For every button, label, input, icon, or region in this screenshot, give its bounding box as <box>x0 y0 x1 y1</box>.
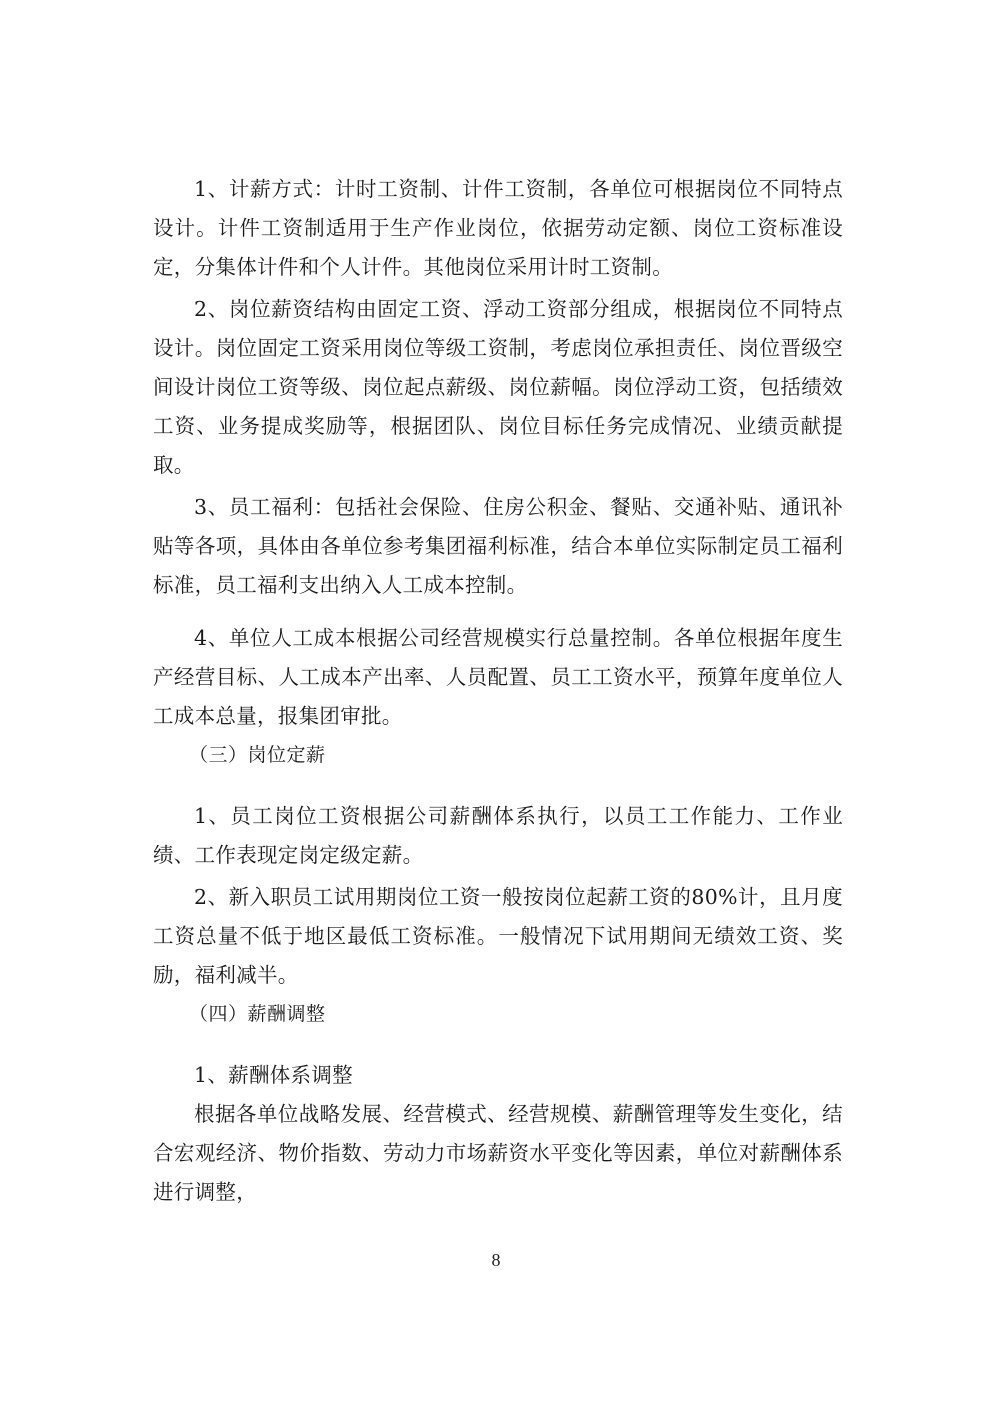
paragraph-salary-structure: 2、岗位薪资结构由固定工资、浮动工资部分组成，根据岗位不同特点设计。岗位固定工资采用岗位等级工资制，考虑岗位承担责任、岗位晋级空间设计岗位工资等级、岗位起点薪级、岗位薪幅。岗位浮动工资，包括绩效工资、业务提成奖励等，根据团队、岗位目标任务完成情况、业绩贡献提取。 <box>153 297 843 477</box>
paragraph-pay-method: 1、计薪方式：计时工资制、计件工资制，各单位可根据岗位不同特点设计。计件工资制适用于生产作业岗位，依据劳动定额、岗位工资标准设定，分集体计件和个人计件。其他岗位采用计时工资制。 <box>153 177 843 279</box>
section-heading-position-salary: （三）岗位定薪 <box>189 744 326 766</box>
paragraph-position-wage: 1、员工岗位工资根据公司薪酬体系执行，以员工工作能力、工作业绩、工作表现定岗定级定薪。 <box>153 804 843 867</box>
paragraph-labor-cost: 4、单位人工成本根据公司经营规模实行总量控制。各单位根据年度生产经营目标、人工成本产出率、人员配置、员工工资水平，预算年度单位人工成本总量，报集团审批。 <box>153 626 843 728</box>
page-number: 8 <box>491 1250 501 1270</box>
paragraph-system-adjustment: 根据各单位战略发展、经营模式、经营规模、薪酬管理等发生变化，结合宏观经济、物价指数、劳动力市场薪资水平变化等因素，单位对薪酬体系进行调整， <box>153 1102 843 1204</box>
section-heading-salary-adjustment: （四）薪酬调整 <box>189 1003 326 1025</box>
paragraph-employee-benefits: 3、员工福利：包括社会保险、住房公积金、餐贴、交通补贴、通讯补贴等各项，具体由各单位参考集团福利标准，结合本单位实际制定员工福利标准，员工福利支出纳入人工成本控制。 <box>153 495 843 597</box>
paragraph-probation-wage: 2、新入职员工试用期岗位工资一般按岗位起薪工资的80%计，且月度工资总量不低于地区最低工资标准。一般情况下试用期间无绩效工资、奖励，福利减半。 <box>153 885 843 987</box>
document-body <box>153 170 843 1212</box>
subheading-system-adjustment: 1、薪酬体系调整 <box>194 1063 353 1087</box>
